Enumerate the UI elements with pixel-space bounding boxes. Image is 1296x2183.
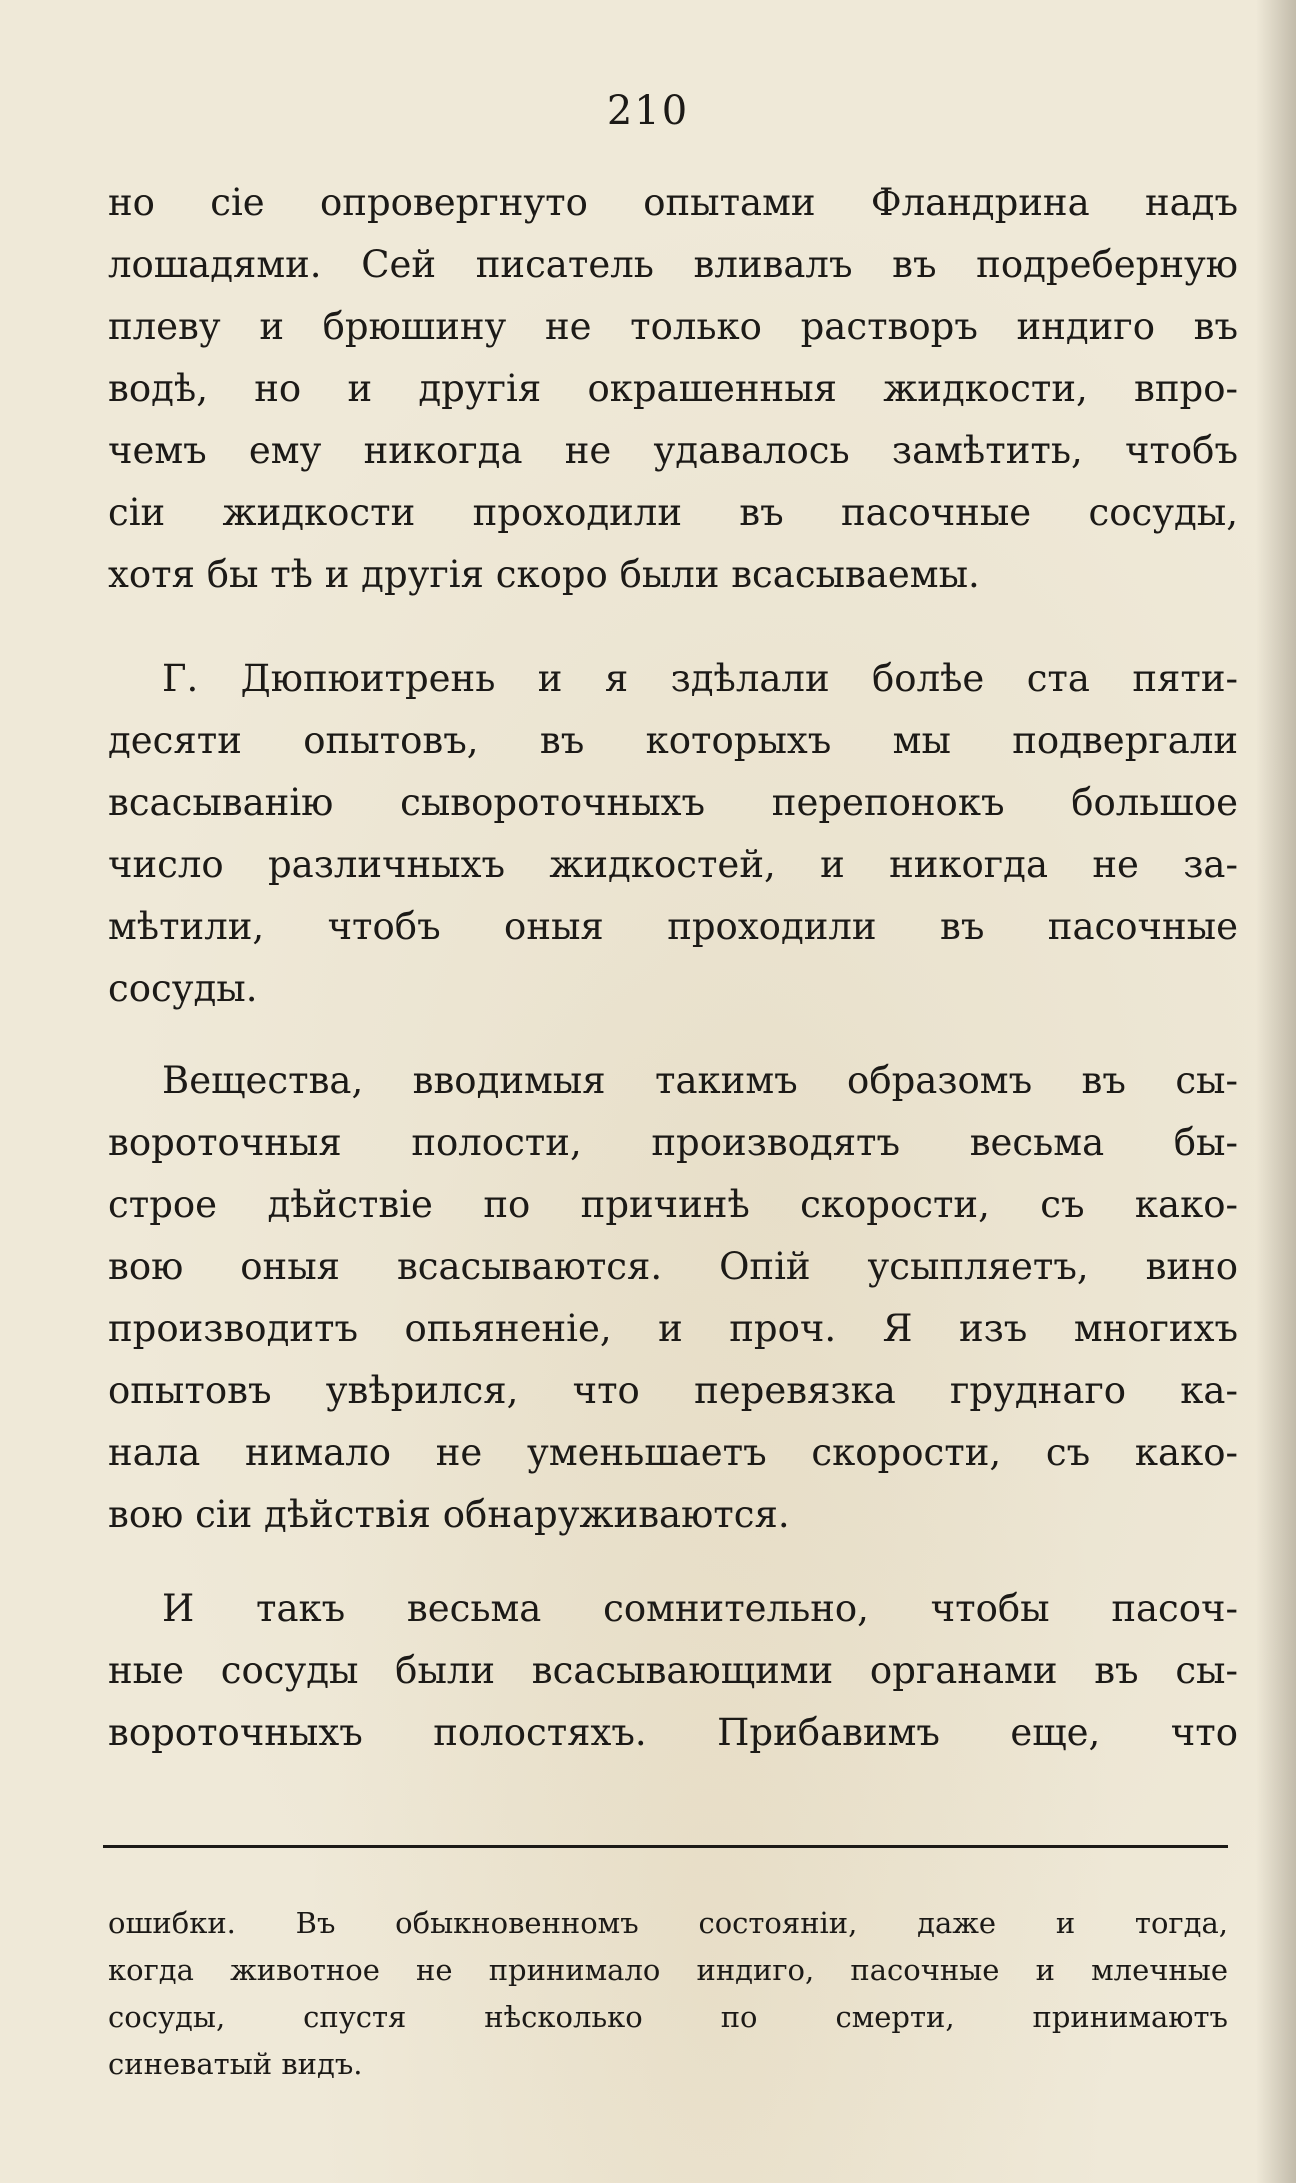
text-line: водѣ, но и другія окрашенныя жидкости, впро- [108,367,1238,410]
footnote-line: когда животное не принимало индиго, пасочные и млечные [108,1953,1228,1987]
text-line: строе дѣйствіе по причинѣ скорости, съ како- [108,1183,1238,1226]
text-line: сіи жидкости проходили въ пасочные сосуды, [108,491,1238,534]
text-line: десяти опытовъ, въ которыхъ мы подвергали [108,719,1238,762]
text-line: производитъ опьяненіе, и проч. Я изъ многихъ [108,1307,1238,1350]
paragraph-1 [108,172,1238,606]
footnote-line: ошибки. Въ обыкновенномъ состояніи, даже и тогда, [108,1906,1228,1940]
text-line: число различныхъ жидкостей, и никогда не за- [108,843,1238,886]
footnote-line: сосуды, спустя нѣсколько по смерти, принимаютъ [108,2000,1228,2034]
footnote-line: синеватый видъ. [108,2047,363,2081]
text-line: всасыванію сывороточныхъ перепонокъ большое [108,781,1238,824]
page-edge-shadow [1256,0,1296,2183]
text-line: вороточныя полости, производятъ весьма бы- [108,1121,1238,1164]
text-line: но сіе опровергнуто опытами Фландрина надъ [108,181,1238,224]
text-line: И такъ весьма сомнительно, чтобы пасоч- [162,1587,1238,1630]
paragraph-4 [108,1578,1238,1764]
text-line: вороточныхъ полостяхъ. Прибавимъ еще, что [108,1711,1238,1754]
text-line: Г. Дюпюитрень и я здѣлали болѣе ста пяти- [162,657,1238,700]
text-line: сосуды. [108,967,258,1010]
text-line: плеву и брюшину не только растворъ индиго въ [108,305,1238,348]
text-line: Вещества, вводимыя такимъ образомъ въ сы- [162,1059,1238,1102]
text-line: вою сіи дѣйствія обнаруживаются. [108,1493,790,1536]
text-line: мѣтили, чтобъ оныя проходили въ пасочные [108,905,1238,948]
text-line: ные сосуды были всасывающими органами въ сы- [108,1649,1238,1692]
paragraph-3 [108,1050,1238,1546]
text-line: чемъ ему никогда не удавалось замѣтить, чтобъ [108,429,1238,472]
paragraph-2 [108,648,1238,1020]
text-line: опытовъ увѣрился, что перевязка груднаго ка- [108,1369,1238,1412]
text-line: хотя бы тѣ и другія скоро были всасываемы. [108,553,980,596]
text-line: лошадями. Сей писатель вливалъ въ подреберную [108,243,1238,286]
text-line: вою оныя всасываются. Опій усыпляетъ, вино [108,1245,1238,1288]
page-number: 210 [606,88,690,134]
footnote [108,1900,1228,2088]
text-line: нала нимало не уменьшаетъ скорости, съ како- [108,1431,1238,1474]
footnote-divider [103,1845,1228,1848]
